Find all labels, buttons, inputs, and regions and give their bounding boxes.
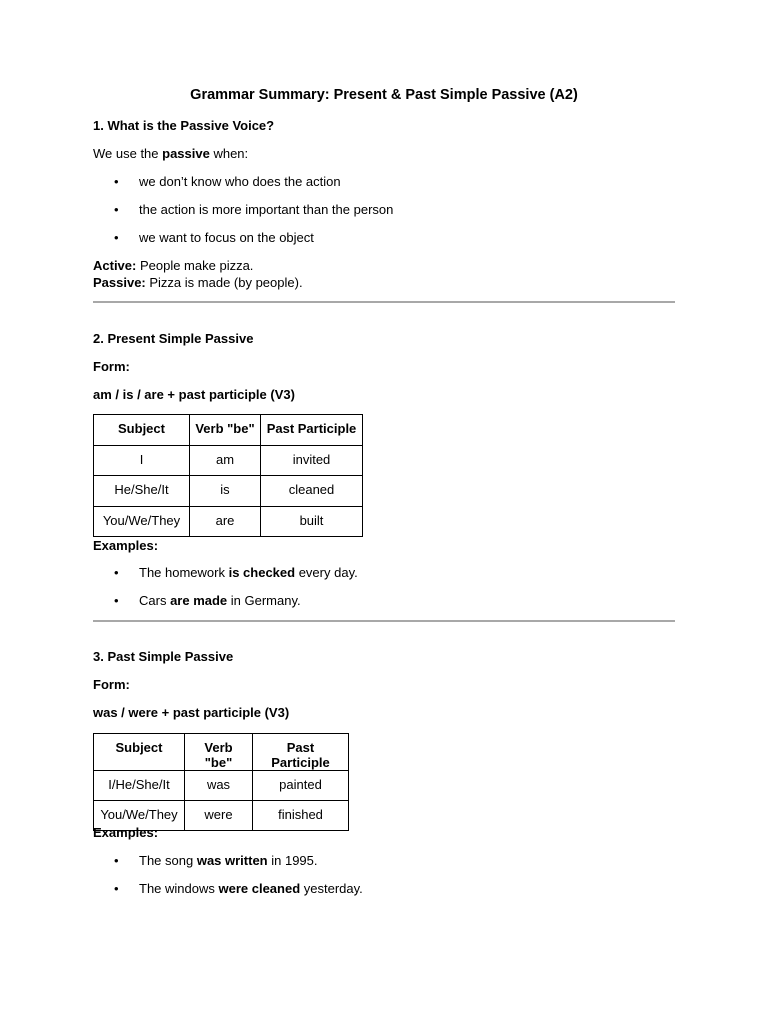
section2-examples-label: Examples:: [93, 538, 159, 553]
table-cell: was: [185, 771, 253, 801]
past-passive-table: [93, 733, 349, 831]
active-text: People make pizza.: [136, 258, 254, 273]
table-cell: is: [190, 476, 261, 507]
table-cell: I/He/She/It: [94, 771, 185, 801]
list-item: [114, 592, 301, 609]
table-header: Subject: [94, 415, 190, 446]
example-bold: was written: [196, 853, 268, 868]
table-header: Verb "be": [185, 734, 253, 771]
example-text: yesterday.: [300, 881, 363, 896]
table-header: Past Participle: [261, 415, 363, 446]
example-text: in Germany.: [227, 593, 301, 608]
list-item: [114, 880, 363, 897]
section2-form-label: Form:: [93, 359, 130, 374]
bullet-icon: •: [114, 881, 119, 896]
example-text: every day.: [295, 565, 358, 580]
bullet-icon: •: [114, 853, 119, 868]
example-text: The windows: [139, 881, 219, 896]
table-cell: were: [185, 801, 253, 831]
table-header: Verb "be": [190, 415, 261, 446]
list-item: [114, 852, 318, 869]
table-cell: I: [94, 446, 190, 476]
example-bold: are made: [170, 593, 228, 608]
table-row: [94, 507, 363, 537]
list-item: [114, 564, 358, 581]
table-cell: am: [190, 446, 261, 476]
example-bold: is checked: [228, 565, 296, 580]
list-item-text: the action is more important than the person: [139, 202, 394, 217]
list-item: [114, 229, 314, 246]
intro-bold: passive: [162, 146, 210, 161]
intro-text-2: when:: [209, 146, 249, 161]
list-item-text: we don’t know who does the action: [139, 174, 341, 189]
table-cell: are: [190, 507, 261, 537]
bullet-icon: •: [114, 593, 119, 608]
section1-intro: [93, 145, 248, 162]
table-row: [94, 771, 349, 801]
bullet-icon: •: [114, 202, 119, 217]
table-header-row: [94, 415, 363, 446]
list-item-text: we want to focus on the object: [139, 230, 314, 245]
list-item: [114, 201, 393, 218]
active-example: [93, 257, 253, 274]
table-cell: invited: [261, 446, 363, 476]
section2-heading: 2. Present Simple Passive: [93, 331, 254, 346]
intro-text-1: We use the: [93, 146, 163, 161]
bullet-icon: •: [114, 230, 119, 245]
section3-examples-label: Examples:: [93, 825, 159, 840]
example-text: Cars: [139, 593, 171, 608]
passive-example: [93, 274, 303, 291]
passive-text: Pizza is made (by people).: [145, 275, 303, 290]
passive-label: Passive:: [93, 275, 146, 290]
list-item: [114, 173, 341, 190]
table-cell: You/We/They: [94, 507, 190, 537]
present-passive-table: [93, 414, 363, 537]
divider: [93, 301, 675, 303]
bullet-icon: •: [114, 174, 119, 189]
section3-form: was / were + past participle (V3): [93, 705, 290, 720]
section1-heading: 1. What is the Passive Voice?: [93, 118, 275, 133]
table-header-row: [94, 734, 349, 771]
table-cell: built: [261, 507, 363, 537]
example-bold: were cleaned: [218, 881, 301, 896]
section3-form-label: Form:: [93, 677, 130, 692]
table-row: [94, 476, 363, 507]
example-text: The homework: [139, 565, 229, 580]
table-cell: cleaned: [261, 476, 363, 507]
table-cell: He/She/It: [94, 476, 190, 507]
example-text: The song: [139, 853, 197, 868]
document-title: Grammar Summary: Present & Past Simple Passive (A2): [190, 87, 578, 103]
active-label: Active:: [93, 258, 137, 273]
table-header: Past Participle: [253, 734, 349, 771]
bullet-icon: •: [114, 565, 119, 580]
table-cell: finished: [253, 801, 349, 831]
table-header: Subject: [94, 734, 185, 771]
table-row: [94, 446, 363, 476]
example-text: in 1995.: [267, 853, 318, 868]
section2-form: am / is / are + past participle (V3): [93, 387, 295, 402]
section3-heading: 3. Past Simple Passive: [93, 649, 234, 664]
divider: [93, 620, 675, 622]
table-cell: painted: [253, 771, 349, 801]
table-cell: You/We/They: [94, 801, 185, 831]
